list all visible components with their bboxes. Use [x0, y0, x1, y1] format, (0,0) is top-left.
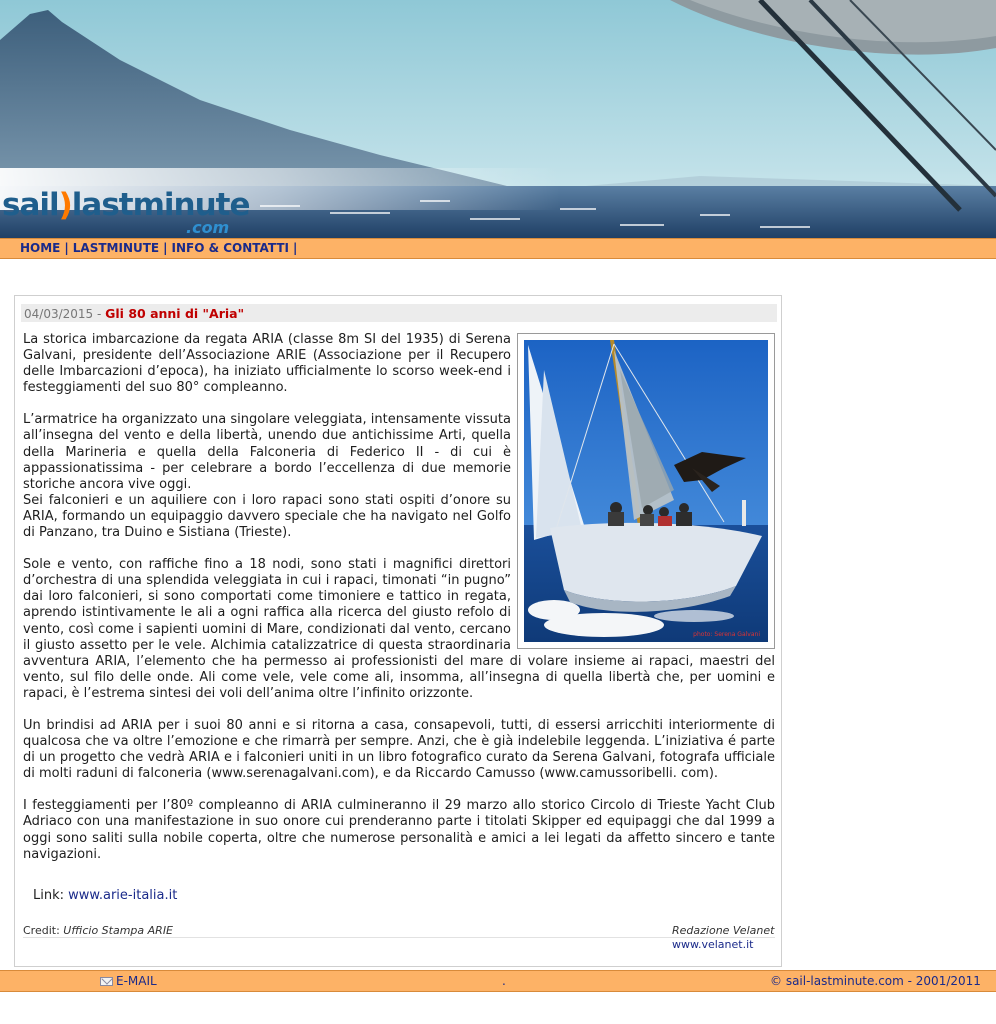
nav-lastminute[interactable]: LASTMINUTE	[72, 241, 160, 255]
footer-bar	[0, 970, 996, 992]
article-photo[interactable]	[517, 333, 775, 649]
nav-separator: |	[64, 241, 69, 255]
credit-value: Ufficio Stampa ARIE	[63, 924, 174, 937]
credit-label: Credit:	[23, 924, 60, 937]
article-paragraph: Sei falconieri e un aquiliere con i loro rapaci sono stati ospiti d’onore su ARIA, formando un equipaggio davvero speciale che ha navigato nel Golfo di Panzano, tra Duino e Sistiana (Trieste).	[23, 492, 511, 541]
footer-dot: .	[502, 974, 506, 988]
article-header	[21, 304, 777, 322]
article-paragraph: La storica imbarcazione da regata ARIA (classe 8m SI del 1935) di Serena Galvani, presidente dell’Associazione ARIE (Associazione per il Recupero delle Imbarcazioni d’epoca), ha iniziato ufficialmente lo scorso week-end i festeggiamenti del suo 80° compleanno.	[23, 332, 511, 396]
email-label: E-MAIL	[116, 974, 157, 988]
article-paragraph: Un brindisi ad ARIA per i suoi 80 anni e si ritorna a casa, consapevoli, tutti, di essersi arricchiti interiormente di qualcosa che va oltre l’emozione e che rimarrà per sempre. Anzi, che è già indelebile leggenda. L’iniziativa é parte di un progetto che vedrà ARIA e i falconieri uniti in un libro fotografico curato da Serena Galvani, fotografa ufficiale di molti raduni di falconeria (www.serenagalvani.com), e da Riccardo Camusso (www.camussoribelli. com).	[23, 717, 775, 782]
credit-divider	[23, 937, 775, 938]
redazione-block	[672, 924, 774, 952]
footer-email-link[interactable]	[100, 974, 157, 988]
article-body	[23, 332, 775, 879]
site-logo[interactable]	[2, 187, 250, 223]
article-title: Gli 80 anni di "Aria"	[105, 306, 245, 321]
article-date: 04/03/2015 -	[24, 307, 102, 321]
photo-caption: photo: Serena Galvani	[693, 631, 760, 638]
nav-info-contatti[interactable]: INFO & CONTATTI	[171, 241, 290, 255]
nav-home[interactable]: HOME	[20, 241, 61, 255]
top-nav	[0, 238, 996, 259]
arie-italia-link[interactable]: www.arie-italia.it	[68, 888, 178, 903]
article-paragraph: L’armatrice ha organizzato una singolare veleggiata, intensamente vissuta all’insegna del vento e della libertà, unendo due antichissime Arti, quella della Marineria e quella della Falconeria di Federico II - di cui è appassionatissima - per celebrare a bordo l’eccellenza di due memorie storiche ancora vive oggi.	[23, 412, 511, 492]
article-link-row	[33, 888, 177, 903]
logo-sail-text: sail	[2, 187, 59, 223]
article-box	[14, 295, 782, 967]
velanet-link[interactable]: www.velanet.it	[672, 938, 754, 951]
logo-com-text: .com	[186, 218, 230, 237]
envelope-icon	[100, 977, 113, 986]
header-banner	[0, 0, 996, 240]
nav-separator: |	[293, 241, 298, 255]
article-paragraph: Sole e vento, con raffiche fino a 18 nodi, sono stati i magnifici direttori d’orchestra di una splendida veleggiata in cui i rapaci, timonati “in pugno” dai loro falconieri, si sono comportati come timoniere e tattico in regata, aprendo istintivamente le ali a ogni raffica alla ricerca del giusto refolo di vento, così come i sapienti uomini di Mare, condizionati dal vento, cercano il giusto assetto per le vele. Alchimia catalizzatrice di questa straordinaria avventura ARIA, l’elemento che ha permesso ai professionisti del mare di volare insieme ai rapaci, maestri del vento, sul filo delle onde. Ali come vele, vele come ali, insomma, all’insegna di quella libertà che, per uomini e rapaci, è l’estrema sintesi dei voli dell’anima oltre l’infinito orizzonte.	[23, 557, 775, 701]
redazione-label: Redazione Velanet	[672, 924, 775, 937]
nav-separator: |	[163, 241, 168, 255]
link-label: Link:	[33, 888, 65, 903]
sailboat-falcon-image	[524, 340, 768, 642]
logo-bracket: )	[58, 187, 72, 223]
article-credit	[23, 924, 173, 937]
article-paragraph: I festeggiamenti per l’80º compleanno di ARIA culmineranno il 29 marzo allo storico Circolo di Trieste Yacht Club Adriaco con una manifestazione in suo onore cui prenderanno parte i titolati Skipper ed equipaggi che dal 1999 a oggi sono saliti sulla nobile coperta, oltre che numerose personalità e amici a lei legati da affetto sincero e tante navigazioni.	[23, 798, 775, 862]
logo-lastminute-text: lastminute	[71, 187, 250, 223]
footer-copyright: © sail-lastminute.com - 2001/2011	[770, 974, 981, 988]
